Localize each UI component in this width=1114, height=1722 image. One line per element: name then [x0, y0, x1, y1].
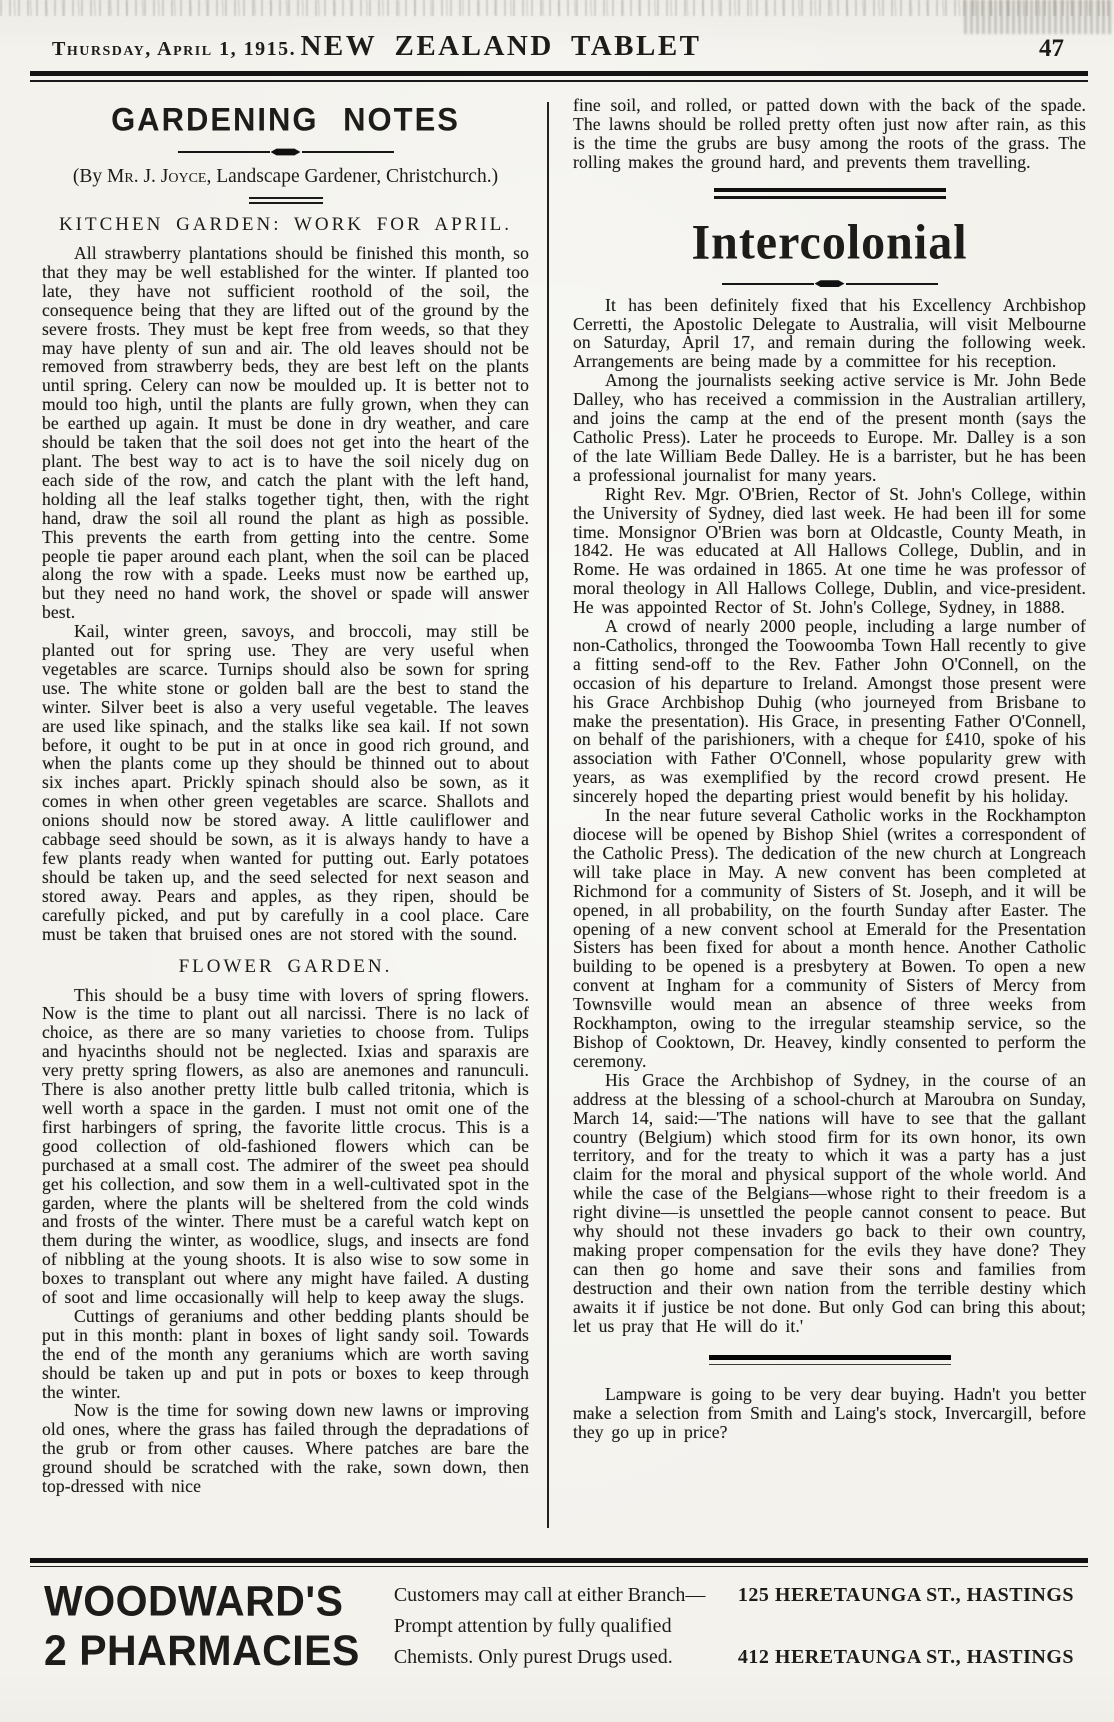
byline [42, 166, 529, 188]
article-title-gardening-notes: GARDENING NOTES [111, 101, 460, 138]
article-paragraph: Cuttings of geraniums and other bedding plants should be put in this month: plant in boxes of light sandy soil. Towards the end of the month any geraniums which are worth saving should be taken up and put in pots or boxes to keep through the winter. [42, 1305, 529, 1402]
masthead-title: NEW ZEALAND TABLET [300, 30, 702, 62]
divider-swelled-rule [42, 148, 529, 156]
byline-suffix: , Landscape Gardener, Christchurch.) [206, 166, 499, 187]
divider-swelled-rule [573, 280, 1086, 288]
footer-advertisement [0, 1567, 1114, 1673]
article-columns [0, 82, 1114, 1554]
rule-line [302, 151, 394, 153]
divider-short-double-rule [249, 197, 323, 204]
diamond-ornament-icon [815, 280, 845, 288]
ad-line [394, 1642, 1074, 1673]
left-column [42, 96, 547, 1554]
article-paragraph: Kail, winter green, savoys, and broccoli, may still be planted out for spring use. They are very useful when vegetables are scarce. Turnips should also be sown for spring use. The white stone or golden ball are the best to stand the winter. Silver beet is also a very useful vegetable. The leaves are used like spinach, and the stalks like sea kail. If not sown before, it ought to be put in at once in good rich ground, and when the plants come up they should be thinned out to about six inches apart. Prickly spinach should also be sown, as it comes in when other green vegetables are scarce. Shallots and onions should now be stored away. A little cauliflower and cabbage seed should be sown, as it is always handy to have a few plants ready when wanted for putting out. Early potatoes should be taken up, and the seed selected for next season and stored away. Pears and apples, as they ripen, should be carefully picked, and put by carefully in a cool place. Care must be taken that bruised ones are not stored with the sound. [42, 621, 529, 944]
header-rule [30, 71, 1088, 82]
byline-author: Mr. J. Joyce [107, 166, 207, 187]
article-paragraph: A crowd of nearly 2000 people, including a large number of non-Catholics, thronged the Toowoomba Town Hall recently to give a fitting send-off to the Rev. Father John O'Connell, on the occasion of his departure to Ireland. Amongst those present were his Grace Archbishop Duhig (who journeyed from Brisbane to make the presentation). His Grace, in presenting Father O'Connell, on behalf of the parishioners, with a cheque for £410, spoke of his association with Father O'Connell, whose popularity grew with years, as was exemplified by the record crowd present. He sincerely hoped the departing priest would benefit by his holiday. [573, 616, 1086, 807]
byline-prefix: (By [72, 166, 108, 187]
article-paragraph: All strawberry plantations should be finished this month, so that they may be well established for the winter. If planted too late, they have not sufficient roothold of the soil, the consequence being that they are lifted out of the ground by the severe frosts. They must be kept free from weeds, so that they may have plenty of sun and air. The old leaves should not be removed from strawberry beds, they are best left on the plants until spring. Celery can now be moulded up. It is better not to mould too high, until the plants are fully grown, when they can be earthed up again. It must be done in dry weather, and care should be taken that the soil does not get into the heart of the plant. The best way to act is to have the soil nicely dug on each side of the row, and catch the plant with the left hand, holding all the leaf stalks together tight, then, with the right hand, draw the soil all round the plant as high as possible. This prevents the earth from getting into the centre. Some people tie paper around each plant, when the soil can be placed along the row with a spade. Leeks must now be earthed up, but they need no hand work, the shovel or spade will answer best. [42, 243, 529, 623]
scan-smudge [964, 0, 1114, 34]
note-paragraph: Lampware is going to be very dear buying. Hadn't you better make a selection from Smith and Laing's stock, Invercargill, before they go up in price? [573, 1384, 1086, 1443]
rule-line [722, 283, 814, 285]
section-heading-flower-garden: FLOWER GARDEN. [178, 955, 393, 977]
ad-line1-text: Customers may call at either Branch— [393, 1583, 706, 1606]
brand-line-2: 2 PHARMACIES [44, 1626, 360, 1675]
brand-line-1: WOODWARD'S [44, 1576, 344, 1625]
continuation-paragraph: fine soil, and rolled, or patted down with the back of the spade. The lawns should be rolled pretty often just now after rain, as this is the time the grubs are busy among the roots of the grass. The rolling makes the ground hard, and prevents them travelling. [573, 95, 1086, 172]
divider-double-rule [714, 188, 946, 199]
section-heading-kitchen-garden: KITCHEN GARDEN: WORK FOR APRIL. [58, 214, 513, 235]
article-paragraph: Right Rev. Mgr. O'Brien, Rector of St. John's College, within the University of Sydney, died last week. He had been ill for some time. Monsignor O'Brien was born at Oldcastle, County Meath, in 1842. He was educated at All Hallows College, Dublin, and in Rome. He was ordained in 1865. At one time he was professor of moral theology in All Hallows College, Dublin, and vice-president. He was appointed Rector of St. John's College, Sydney, in 1888. [573, 483, 1086, 618]
ad-line [394, 1611, 1074, 1642]
right-column [549, 96, 1086, 1554]
ad-line2-text: Prompt attention by fully qualified [393, 1614, 672, 1637]
article-paragraph: This should be a busy time with lovers of spring flowers. Now is the time to plant out all narcissi. There is no lack of choice, as there are so many varieties to choose from. Tulips and hyacinths should not be neglected. Ixias and sparaxis are very pretty spring flowers, as also are anemones and ranunculi. There is also another pretty little bulb called tritonia, which is well worth a space in the garden. I must not omit one of the first harbingers of spring, the favorite little crocus. This is a good collection of old-fashioned flowers which can be purchased at a small cost. The admirer of the sweet pea should get his collection, and sow them in a well-cultivated spot in the garden, where the plants will be sheltered from the cold winds and frosts of the winter. There must be a careful watch kept on them during the winter, as woodlice, slugs, and insects are fond of nibbling at the young shoots. It is also wise to sow some in boxes to transplant out where any might have failed. A dusting of soot and lime occasionally will help to keep away the slugs. [42, 984, 529, 1308]
advertisement-text [394, 1580, 1074, 1673]
advertiser-brand [44, 1577, 360, 1676]
page-number: 47 [1039, 35, 1064, 62]
ad-address-2: 412 HERETAUNGA ST., HASTINGS [737, 1645, 1074, 1668]
ad-address-1: 125 HERETAUNGA ST., HASTINGS [737, 1583, 1074, 1606]
divider-thick-rule [709, 1355, 951, 1365]
ad-line3-text: Chemists. Only purest Drugs used. [393, 1645, 673, 1668]
diamond-ornament-icon [271, 148, 301, 156]
scan-noise-strip [0, 0, 1114, 16]
article-paragraph: Among the journalists seeking active service is Mr. John Bede Dalley, who has received a commission in the Australian artillery, and joins the camp at the end of the present month (says the Catholic Press). Later he proceeds to Europe. Mr. Dalley is a son of the late William Bede Dalley. He is a barrister, but he has been a professional journalist for many years. [573, 370, 1086, 485]
ad-line [394, 1580, 1074, 1611]
article-paragraph: Now is the time for sowing down new lawns or improving old ones, where the grass has failed through the depradations of the grub or from other causes. Where patches are bare the ground should be scratched with the rake, sown down, then top-dressed with nice [42, 1400, 529, 1497]
article-paragraph: It has been definitely fixed that his Excellency Archbishop Cerretti, the Apostolic Delegate to Australia, will visit Melbourne on Saturday, April 17, and remain during the following week. Arrangements are being made by a committee for his reception. [573, 294, 1086, 372]
page-date: Thursday, April 1, 1915. [52, 38, 297, 60]
footer-rule [30, 1558, 1088, 1567]
article-paragraph: His Grace the Archbishop of Sydney, in the course of an address at the blessing of a school-church at Maroubra on Sunday, March 14, said:—'The nations will have to see that the gallant country (Belgium) which stood firm for its own honor, its own territory, and for the treaty to which it was a party has a just claim for the moral and physical support of the whole world. And while the case of the Belgians—whose right to their freedom is a right divine—is unsettled the people cannot consent to peace. But why should not these invaders go back to their own country, making proper compensation for the evils they have done? They can then go home and save their sons and families from destruction and their own nation from the terrible destiny which awaits it if justice be not done. But only God can bring this about; let us pray that He will do it.' [573, 1069, 1086, 1336]
article-paragraph: In the near future several Catholic works in the Rockhampton diocese will be opened by Bishop Shiel (writes a correspondent of the Catholic Press). The dedication of the new church at Longreach will take place in May. A new convent has been completed at Richmond for a community of Sisters of St. Joseph, and it will be opened, in all probability, on the fourth Sunday after Easter. The opening of a new convent school at Emerald for the Presentation Sisters has been fixed for about a month hence. Another Catholic building to be opened is a presbytery at Bowen. To open a new convent at Ingham for a community of Sisters of Mercy from Townsville would mean an absence of three weeks from Rockhampton, owing to the irregular steamship service, so the Bishop of Cooktown, Dr. Heavey, kindly consented to perform the ceremony. [573, 805, 1086, 1071]
rule-line [178, 151, 270, 153]
article-title-intercolonial: Intercolonial [691, 214, 968, 270]
rule-line [846, 283, 938, 285]
